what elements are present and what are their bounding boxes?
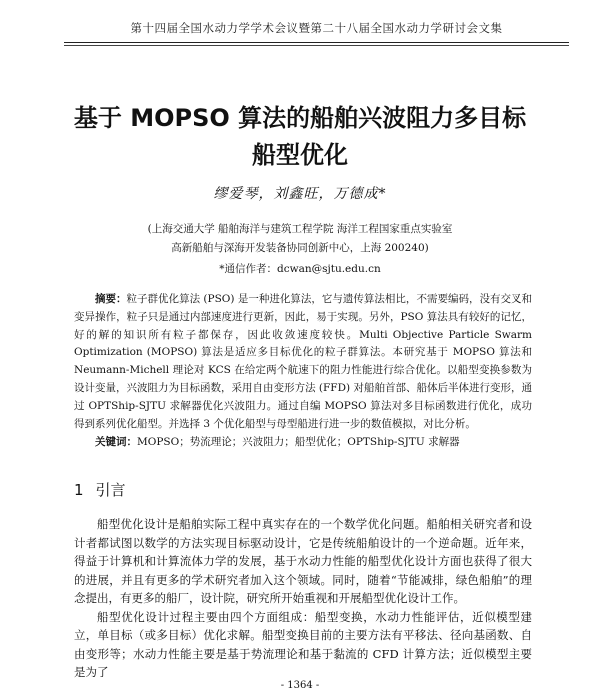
body-text xyxy=(74,515,532,682)
affiliation-line-2: 高新船舶与深海开发装备协同创新中心，上海 200240) xyxy=(171,242,429,254)
section-title: 引言 xyxy=(95,481,126,499)
abstract-label: 摘要： xyxy=(95,293,127,305)
keywords-label: 关键词： xyxy=(95,436,137,448)
header-rule xyxy=(64,42,569,43)
paragraph-2: 船型优化设计过程主要由四个方面组成：船型变换，水动力性能评估，近似模型建立，单目标（或多目标）优化求解。船型变换目前的主要方法有平移法、径向基函数、自由变形等；水动力性能主要是基于势流理论和基于黏流的 CFD 计算方法；近似模型主要是为了 xyxy=(74,609,532,679)
title-line-2: 船型优化 xyxy=(252,141,348,169)
keywords-text: MOPSO；势流理论；兴波阻力；船型优化；OPTShip-SJTU 求解器 xyxy=(137,436,460,448)
section-number: 1 xyxy=(74,481,84,499)
authors: 缪爱琴，刘鑫旺，万德成* xyxy=(213,186,387,202)
paragraph-1: 船型优化设计是船舶实际工程中真实存在的一个数学优化问题。船舶相关研究者和设计者都试图以数学的方法实现目标驱动设计，它是传统船舶设计的一个逆命题。近年来，得益于计算机和计算流体力学的发展，基于水动力性能的船型优化设计方面也获得了很大的进展，并且有更多的学术研究者加入这个领域。同时，随着“节能减排，绿色船舶”的理念提出，有更多的船厂，设计院，研究所开始重视和开展船型优化设计工作。 xyxy=(74,517,532,605)
keywords xyxy=(95,434,535,449)
paper-title xyxy=(40,100,560,174)
abstract-text: 粒子群优化算法 (PSO) 是一种进化算法，它与遗传算法相比，不需要编码，没有交叉和变异操作，粒子只是通过内部速度进行更新，因此，易于实现。另外，PSO 算法具有较好的记忆，好的解的知识所有粒子都保存，因此收敛速度较快。Multi Objective Particle Swarm Optimization (MOPSO) 算法是适应多目标优化的粒子群算法。本研究基于 MOPSO 算法和 Neumann-Michell 理论对 KCS 在给定两个航速下的阻力性能进行综合优化。以船型变换参数为设计变量，兴波阻力为目标函数，采用自由变形方法 (FFD) 对船舶首部、船体后半体进行变形，通过 OPTShip-SJTU 求解器优化兴波阻力。通过自编 MOPSO 算法对多目标函数进行优化，成功得到系列优化船型。并选择 3 个优化船型与母型船进行进一步的数值模拟，对比分析。 xyxy=(74,293,533,430)
header-rule-thin xyxy=(64,45,569,46)
corresponding-author: *通信作者：dcwan@sjtu.edu.cn xyxy=(219,263,381,275)
page-number: - 1364 - xyxy=(280,680,320,691)
title-line-1: 基于 MOPSO 算法的船舶兴波阻力多目标 xyxy=(73,104,527,132)
affiliation-line-1: (上海交通大学 船舶海洋与建筑工程学院 海洋工程国家重点实验室 xyxy=(147,223,453,235)
section-heading xyxy=(74,479,126,500)
abstract xyxy=(74,291,532,433)
running-header: 第十四届全国水动力学学术会议暨第二十八届全国水动力学研讨会文集 xyxy=(130,21,503,35)
